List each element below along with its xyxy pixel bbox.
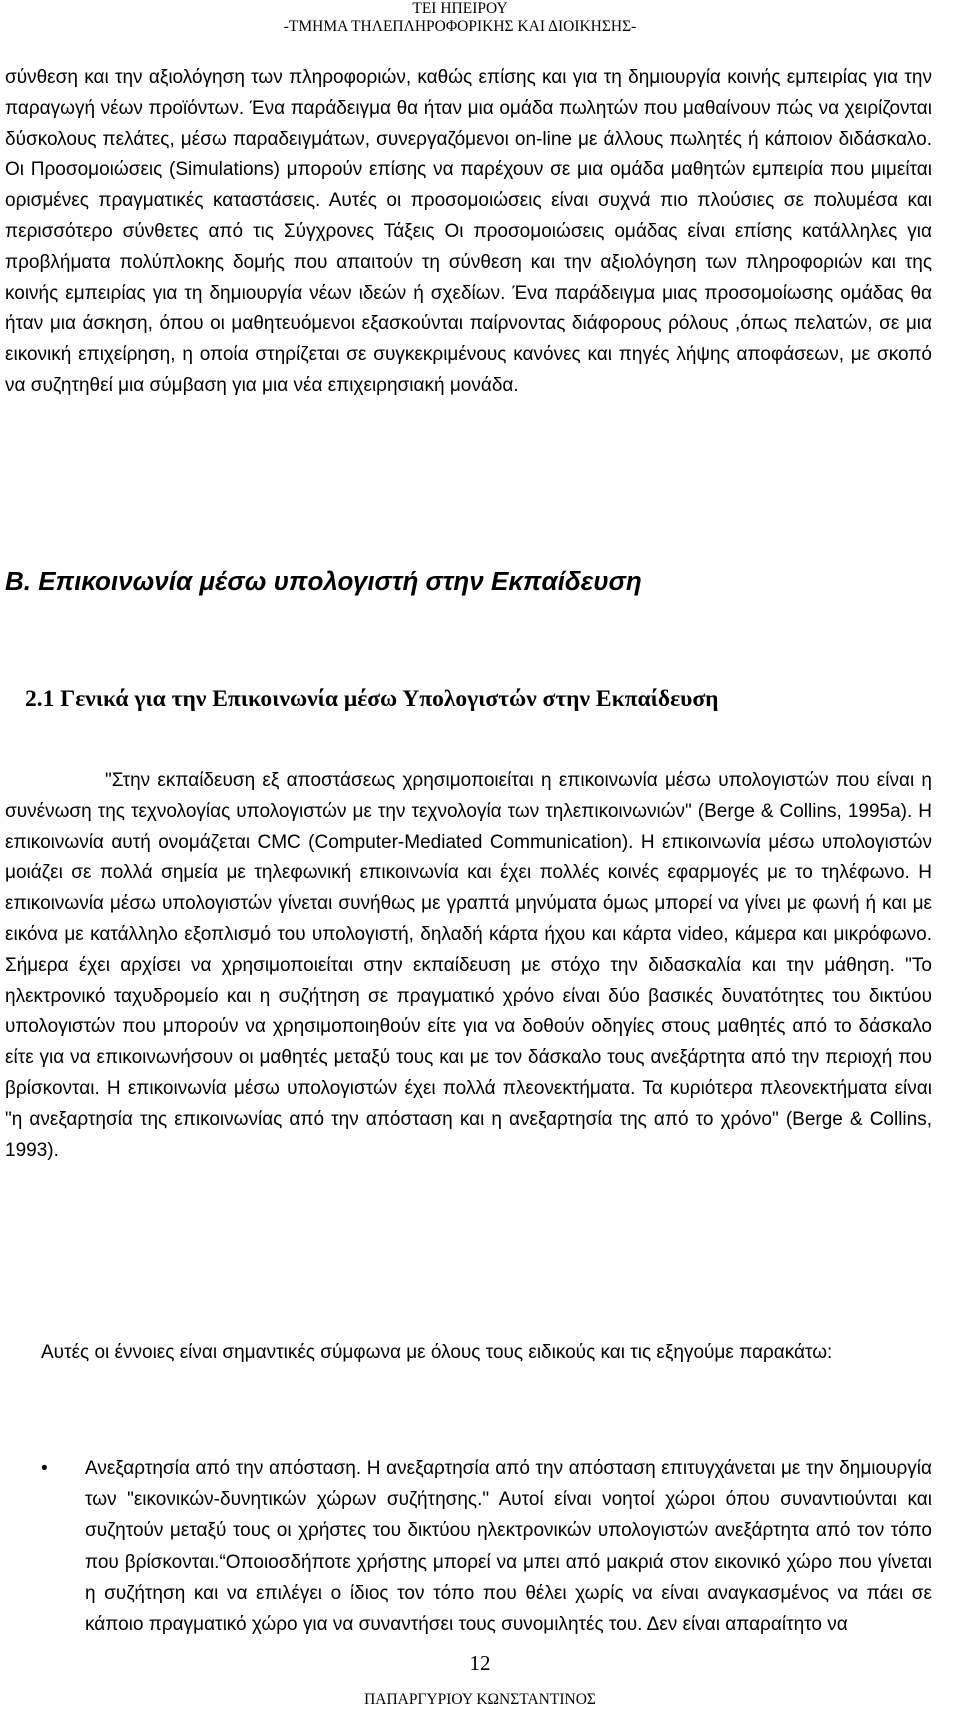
list-item [5,1453,932,1640]
page-header [200,0,960,36]
subsection-title: Γενικά για την Επικοινωνία μέσω Υπολογιστών στην Εκπαίδευση [60,686,719,712]
bullet-marker: • [41,1458,48,1479]
header-department: -ΤΜΗΜΑ ΤΗΛΕΠΛΗΡΟΦΟΡΙΚΗΣ ΚΑΙ ΔΙΟΙΚΗΣΗΣ- [283,18,637,35]
body-paragraph-1: σύνθεση και την αξιολόγηση των πληροφοριών, καθώς επίσης και για τη δημιουργία κοινής εμπειρίας για την παραγωγή νέων προϊόντων. Ένα παράδειγμα θα ήταν μια ομάδα πωλητών που μαθαίνουν πώς να χειρίζονται δύσκολους πελάτες, μέσω παραδειγμάτων, συνεργαζόμενοι on-line με άλλους πωλητές ή κάποιον διδάσκαλο. Οι Προσομοιώσεις (Simulations) μπορούν επίσης να παρέχουν σε μια ομάδα μαθητών εμπειρία που μιμείται ορισμένες πραγματικές καταστάσεις. Αυτές οι προσομοιώσεις είναι συχνά πιο πλούσιες σε πολυμέσα και περισσότερο σύνθετες από τις Σύγχρονες Τάξεις Οι προσομοιώσεις ομάδας είναι επίσης κατάλληλες για προβλήματα πολύπλοκης δομής που απαιτούν τη σύνθεση και την αξιολόγηση των πληροφοριών και της κοινής εμπειρίας για τη δημιουργία νέων ιδεών ή σχεδίων. Ένα παράδειγμα μιας προσομοίωσης ομάδας θα ήταν μια άσκηση, όπου οι μαθητευόμενοι εξασκούνται παίρνοντας διάφορους ρόλους ,όπως πελατών, σε μια εικονική επιχείρηση, η οποία στηρίζεται σε συγκεκριμένους κανόνες και πηγές λήψης αποφάσεων, με σκοπό να συζητηθεί μια σύμβαση για μια νέα επιχειρησιακή μονάδα. [5,67,932,396]
subsection-number: 2.1 [25,686,55,712]
body-paragraph-3: Αυτές οι έννοιες είναι σημαντικές σύμφωνα με όλους τους ειδικούς και τις εξηγούμε παρακάτω: [41,1342,833,1363]
subsection-heading [5,683,805,715]
list-item-text: Ανεξαρτησία από την απόσταση. Η ανεξαρτησία από την απόσταση επιτυγχάνεται με την δημιουργία των "εικονικών-δυνητικών χώρων συζήτησης." Αυτοί είναι νοητοί χώροι όπου συναντιούνται και συζητούν μεταξύ τους οι χρήστες του δικτύου ηλεκτρονικών υπολογιστών ανεξάρτητα από τον τόπο που βρίσκονται.“Οποιοσδήποτε χρήστης μπορεί να μπει από μακριά στον εικονικό χώρο που γίνεται η συζήτηση και να επιλέγει ο ίδιος τον τόπο που θέλει χωρίς να είναι αναγκασμένος να πάει σε κάποιο πραγματικό χώρο για να συναντήσει τους συνομιλητές του. Δεν είναι απαραίτητο να [85,1458,932,1636]
section-heading-b: Β. Επικοινωνία μέσω υπολογιστή στην Εκπαίδευση [5,566,642,596]
page-footer: ΠΑΠΑΡΓΥΡΙΟΥ ΚΩΝΣΤΑΝΤΙΝΟΣ [364,1691,596,1708]
body-paragraph-2: "Στην εκπαίδευση εξ αποστάσεως χρησιμοποιείται η επικοινωνία μέσω υπολογιστών που είναι η συνένωση της τεχνολογίας υπολογιστών με την τεχνολογία των τηλεπικοινωνιών" (Berge & Collins, 1995a). Η επικοινωνία αυτή ονομάζεται CMC (Computer-Mediated Communication). Η επικοινωνία μέσω υπολογιστών μοιάζει σε πολλά σημεία με τηλεφωνική επικοινωνία και έχει πολλές κοινές εφαρμογές με το τηλέφωνο. Η επικοινωνία μέσω υπολογιστών γίνεται συνήθως με γραπτά μηνύματα όμως μπορεί να γίνει με φωνή ή και με εικόνα με κατάλληλο εξοπλισμό του υπολογιστή, δηλαδή κάρτα ήχου και κάρτα video, κάμερα και μικρόφωνο. Σήμερα έχει αρχίσει να χρησιμοποιείται στην εκπαίδευση με στόχο την διδασκαλία και την μάθηση. "Το ηλεκτρονικό ταχυδρομείο και η συζήτηση σε πραγματικό χρόνο είναι δύο βασικές δυνατότητες του δικτύου υπολογιστών που μπορούν να χρησιμοποιηθούν είτε για να δοθούν οδηγίες στους μαθητές από το δάσκαλο είτε για να επικοινωνήσουν οι μαθητές μεταξύ τους και με τον δάσκαλο τους ανεξάρτητα από την περιοχή που βρίσκονται. Η επικοινωνία μέσω υπολογιστών έχει πολλά πλεονεκτήματα. Τα κυριότερα πλεονεκτήματα είναι "η ανεξαρτησία της επικοινωνίας από την απόσταση και η ανεξαρτησία της από το χρόνο" (Berge & Collins, 1993). [5,770,932,1161]
bullet-list [5,1453,932,1640]
page-number: 12 [469,1651,491,1675]
header-institution: ΤΕΙ ΗΠΕΙΡΟΥ [412,0,508,17]
